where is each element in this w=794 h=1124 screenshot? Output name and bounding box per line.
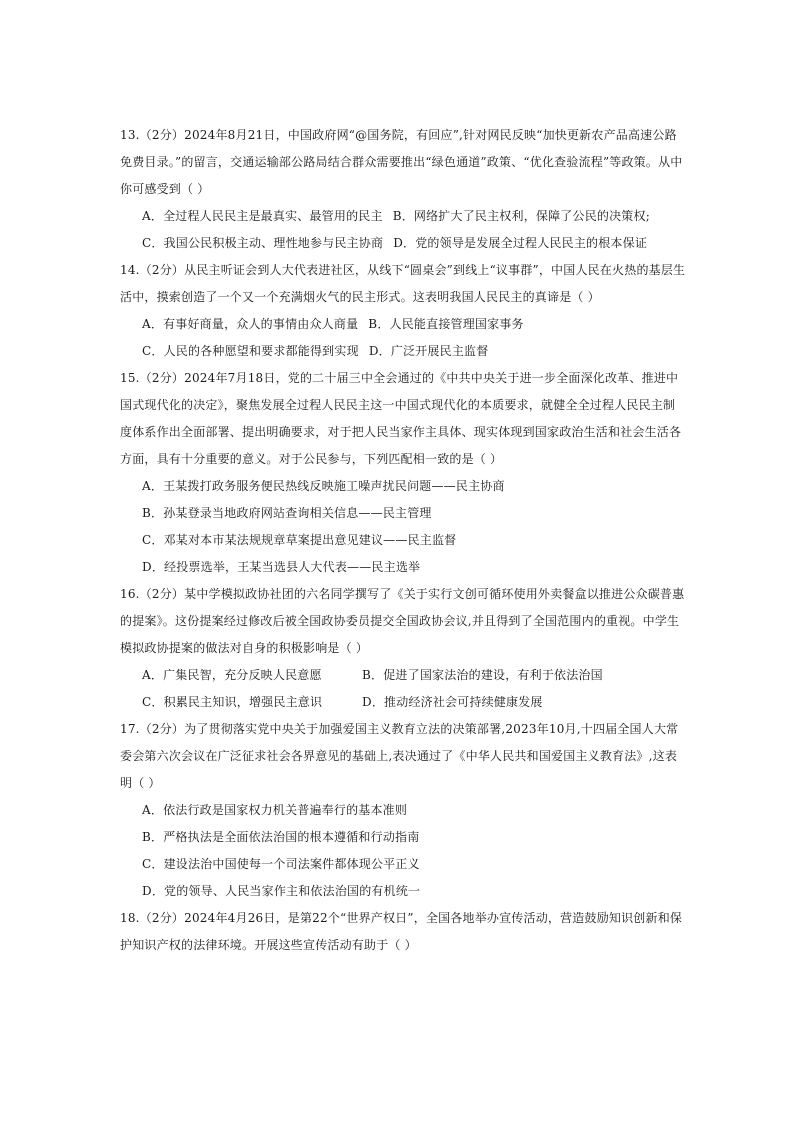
q13-option-row-1 <box>142 209 650 223</box>
q14-stem-line-1: 14.（2分）从民主听证会到人大代表进社区，从线下“圆桌会”到线上“议事群”，中国人民在火热的基层生 <box>120 263 686 277</box>
q14-option-row-1 <box>142 317 524 331</box>
q14-option-d: D．广泛开展民主监督 <box>368 344 489 358</box>
q16-option-b: B．促进了国家法治的建设，有利于依法治国 <box>362 668 603 682</box>
q17-option-d: D．党的领导、人民当家作主和依法治国的有机统一 <box>142 884 421 898</box>
q15-stem-line-2: 国式现代化的决定》，聚焦发展全过程人民民主这一中国式现代化的本质要求，就健全全过程人民民主制 <box>120 398 676 412</box>
q13-stem-line-3: 你可感受到（ ） <box>120 182 210 196</box>
q16-stem-line-1: 16.（2分）某中学模拟政协社团的六名同学撰写了《关于实行文创可循环使用外卖餐盒以推进公众碳普惠 <box>120 587 685 601</box>
q13-option-c: C．我国公民积极主动、理性地参与民主协商 <box>142 236 384 250</box>
q15-option-c: C．邓某对本市某法规规章草案提出意见建议——民主监督 <box>142 533 457 547</box>
q13-stem-line-2: 免费目录。”的留言，交通运输部公路局结合群众需要推出“绿色通道”政策、“优化查验流程”等政策。从中 <box>120 155 683 169</box>
q17-stem-line-3: 明（ ） <box>120 776 161 790</box>
q15-option-a: A．王某拨打政务服务便民热线反映施工噪声扰民问题——民主协商 <box>142 479 505 493</box>
q15-stem-line-1: 15.（2分）2024年7月18日，党的二十届三中全会通过的《中共中央关于进一步全面深化改革、推进中 <box>120 371 679 385</box>
q15-stem-line-3: 度体系作出全面部署、提出明确要求，对于把人民当家作主具体、现实体现到国家政治生活和社会生活各 <box>120 425 682 439</box>
q16-option-a: A．广集民智，充分反映人民意愿 <box>142 668 322 682</box>
q16-stem-line-2: 的提案》。这份提案经过修改后被全国政协委员提交全国政协会议,并且得到了全国范围内的重视。中学生 <box>120 614 680 628</box>
q18-stem-line-1: 18.（2分）2024年4月26日，是第22个“世界产权日”，全国各地举办宣传活动，营造鼓励知识创新和保 <box>120 911 683 925</box>
q15-stem-line-4: 方面，具有十分重要的意义。对于公民参与，下列匹配相一致的是（ ） <box>120 452 503 466</box>
q16-option-row-2 <box>142 695 642 709</box>
q15-option-d: D．经投票选举，王某当选县人大代表——民主选举 <box>142 560 421 574</box>
q17-option-c: C．建设法治中国使每一个司法案件都体现公平正义 <box>142 857 420 871</box>
q16-option-c: C．积累民主知识，增强民主意识 <box>142 695 323 709</box>
q14-option-c: C．人民的各种愿望和要求都能得到实现 <box>142 344 359 358</box>
q13-option-a: A．全过程人民民主是最真实、最管用的民主 <box>142 209 383 223</box>
q17-option-b: B．严格执法是全面依法治国的根本遵循和行动指南 <box>142 830 420 844</box>
q15-option-b: B．孙某登录当地政府网站查询相关信息——民主管理 <box>142 506 432 520</box>
q14-option-a: A．有事好商量，众人的事情由众人商量 <box>142 317 359 331</box>
q13-option-row-2 <box>142 236 647 250</box>
q16-option-row-1 <box>142 668 642 682</box>
q17-stem-line-2: 委会第六次会议在广泛征求社会各界意见的基础上,表决通过了《中华人民共和国爱国主义教育法》,这表 <box>120 749 678 763</box>
q13-option-b: B．网络扩大了民主权利，保障了公民的决策权; <box>392 209 650 223</box>
q13-stem-line-1: 13.（2分）2024年8月21日，中国政府网“@国务院，有回应”,针对网民反映“加快更新农产品高速公路 <box>120 128 677 142</box>
q13-option-d: D．党的领导是发展全过程人民民主的根本保证 <box>393 236 648 250</box>
q14-option-row-2 <box>142 344 488 358</box>
q16-option-d: D．推动经济社会可持续健康发展 <box>362 695 543 709</box>
q14-stem-line-2: 活中，摸索创造了一个又一个充满烟火气的民主形式。这表明我国人民民主的真谛是（ ） <box>120 290 600 304</box>
q18-stem-line-2: 护知识产权的法律环境。开展这些宣传活动有助于（ ） <box>120 938 417 952</box>
q17-stem-line-1: 17.（2分）为了贯彻落实党中央关于加强爱国主义教育立法的决策部署,2023年10月,十四届全国人大常 <box>120 722 679 736</box>
q16-stem-line-3: 模拟政协提案的做法对自身的积极影响是（ ） <box>120 641 369 655</box>
q14-option-b: B．人民能直接管理国家事务 <box>368 317 524 331</box>
q17-option-a: A．依法行政是国家权力机关普遍奉行的基本准则 <box>142 803 408 817</box>
